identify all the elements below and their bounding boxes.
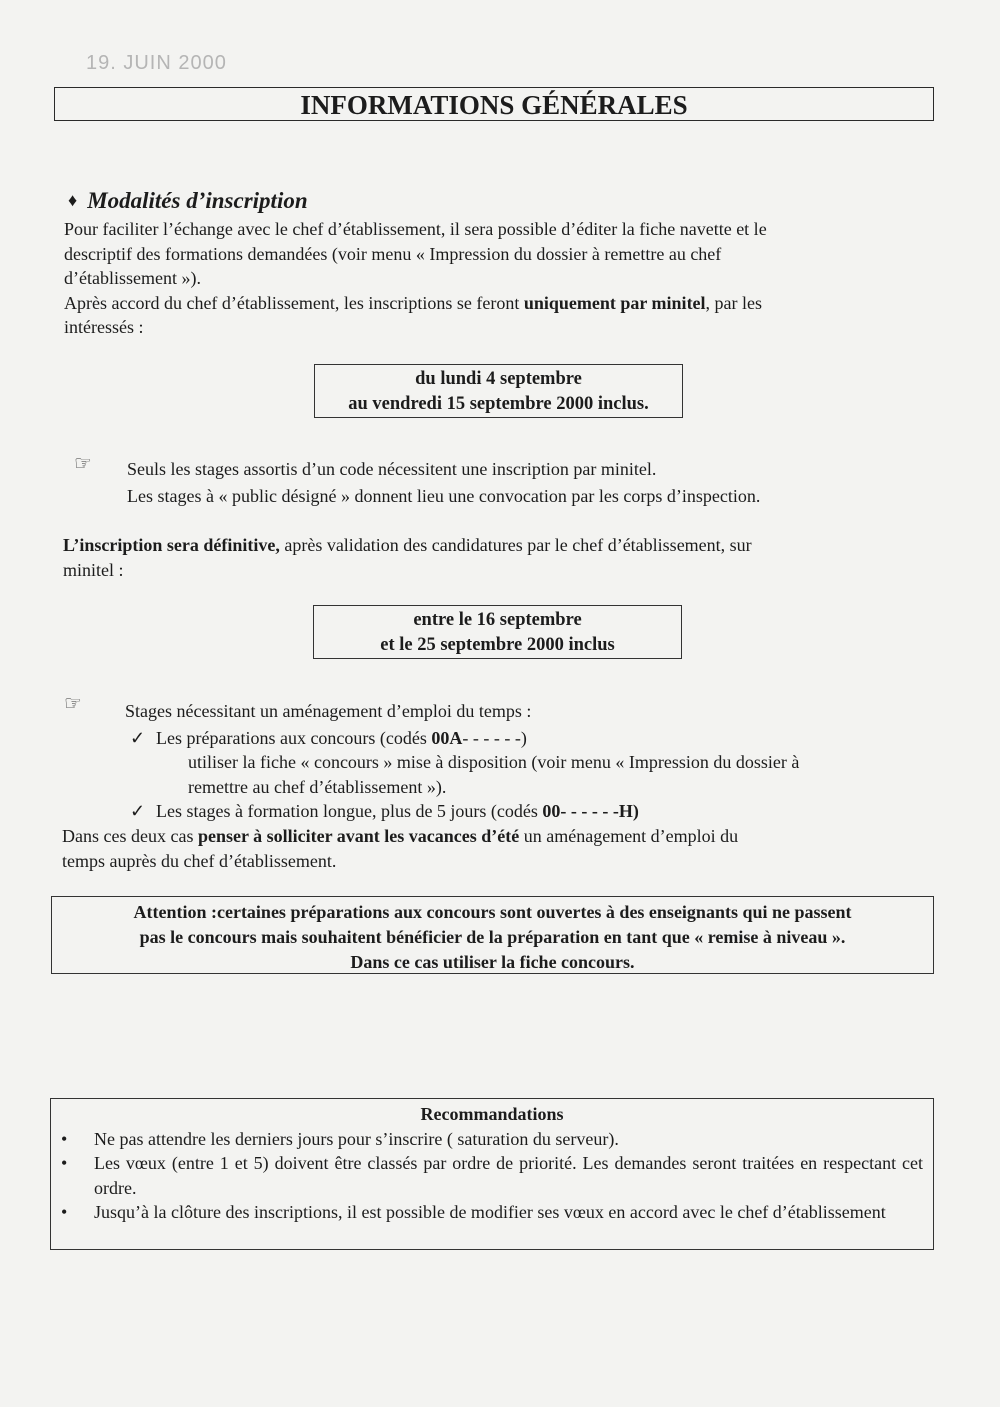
date-box-validation [313, 605, 682, 659]
checkmark-icon: ✓ [130, 728, 146, 748]
intro-text: Après accord du chef d’établissement, les inscriptions se feront [64, 292, 524, 313]
item-text: Les stages à formation longue, plus de 5 jours (codés [156, 801, 543, 821]
item-subline: remettre au chef d’établissement »). [188, 777, 447, 797]
item-subline: utiliser la fiche « concours » mise à disposition (voir menu « Impression du dossier à [188, 752, 800, 772]
after-text: Dans ces deux cas [62, 826, 198, 846]
definitive-line: minitel : [63, 559, 124, 580]
definitive-line [63, 533, 943, 558]
recommendations-list [61, 1127, 923, 1225]
attention-box [51, 896, 934, 974]
date-line: du lundi 4 septembre [415, 369, 582, 389]
list-item: • Ne pas attendre les derniers jours pour s’inscrire ( saturation du serveur). [61, 1127, 923, 1152]
item-text: - - - - - -) [462, 728, 527, 748]
attention-line: Dans ce cas utiliser la fiche concours. [350, 952, 635, 972]
pointing-hand-icon: ☞ [74, 451, 92, 475]
after-emphasis: penser à solliciter avant les vacances d’été [197, 826, 520, 846]
pointing-hand-icon: ☞ [64, 691, 82, 715]
item-text: Les préparations aux concours (codés [156, 728, 432, 748]
intro-text: , par les [705, 292, 763, 313]
item-code: 00- - - - - -H [542, 801, 633, 821]
section-heading-text: Modalités d’inscription [87, 188, 308, 213]
intro-line: d’établissement »). [64, 268, 201, 288]
intro-line: intéressés : [64, 317, 144, 337]
intro-line [64, 291, 944, 316]
after-line: temps auprès du chef d’établissement. [62, 851, 337, 871]
date-box-registration [314, 364, 683, 418]
attention-line: pas le concours mais souhaitent bénéficier de la préparation en tant que « remise à niveau ». [139, 927, 846, 947]
page-title: INFORMATIONS GÉNÉRALES [54, 87, 934, 121]
date-line: au vendredi 15 septembre 2000 inclus. [348, 394, 649, 414]
list-item: • Jusqu’à la clôture des inscriptions, il est possible de modifier ses vœux en accord avec le chef d’établissement [61, 1200, 923, 1225]
after-line [62, 824, 738, 849]
date-line: entre le 16 septembre [413, 610, 582, 630]
intro-line: Pour faciliter l’échange avec le chef d’établissement, il sera possible d’éditer la fiche navette et le [64, 219, 767, 239]
note-line: Seuls les stages assortis d’un code nécessitent une inscription par minitel. [127, 459, 657, 479]
definitive-text: après validation des candidatures par le chef d’établissement, sur [279, 535, 752, 555]
intro-line: descriptif des formations demandées (voir menu « Impression du dossier à remettre au chef [64, 243, 722, 264]
date-line: et le 25 septembre 2000 inclus [380, 635, 615, 655]
recommendations-box [50, 1098, 934, 1250]
definitive-paragraph [63, 533, 943, 582]
note-line: Les stages à « public désigné » donnent lieu une convocation par les corps d’inspection. [127, 486, 761, 506]
item-code: 00A [431, 728, 463, 748]
after-text: un aménagement d’emploi du [519, 826, 739, 846]
date-stamp: 19. JUIN 2000 [86, 52, 227, 74]
list-item-formation-longue [130, 799, 639, 824]
note-intro: Stages nécessitant un aménagement d’emploi du temps : [125, 701, 532, 721]
item-text: ) [632, 801, 639, 821]
intro-emphasis: uniquement par minitel [523, 292, 706, 313]
definitive-emphasis: L’inscription sera définitive, [63, 535, 280, 555]
attention-line: Attention :certaines préparations aux concours sont ouvertes à des enseignants qui ne passent [133, 902, 852, 922]
intro-paragraph [64, 217, 944, 340]
recommendations-title: Recommandations [420, 1104, 564, 1124]
section-heading [68, 188, 308, 214]
checkmark-icon: ✓ [130, 801, 146, 821]
list-item: • Les vœux (entre 1 et 5) doivent être classés par ordre de priorité. Les demandes seront traitées en respectant cet ordre. [61, 1151, 923, 1200]
diamond-bullet-icon: ♦ [68, 190, 78, 210]
list-item-concours [130, 726, 527, 751]
